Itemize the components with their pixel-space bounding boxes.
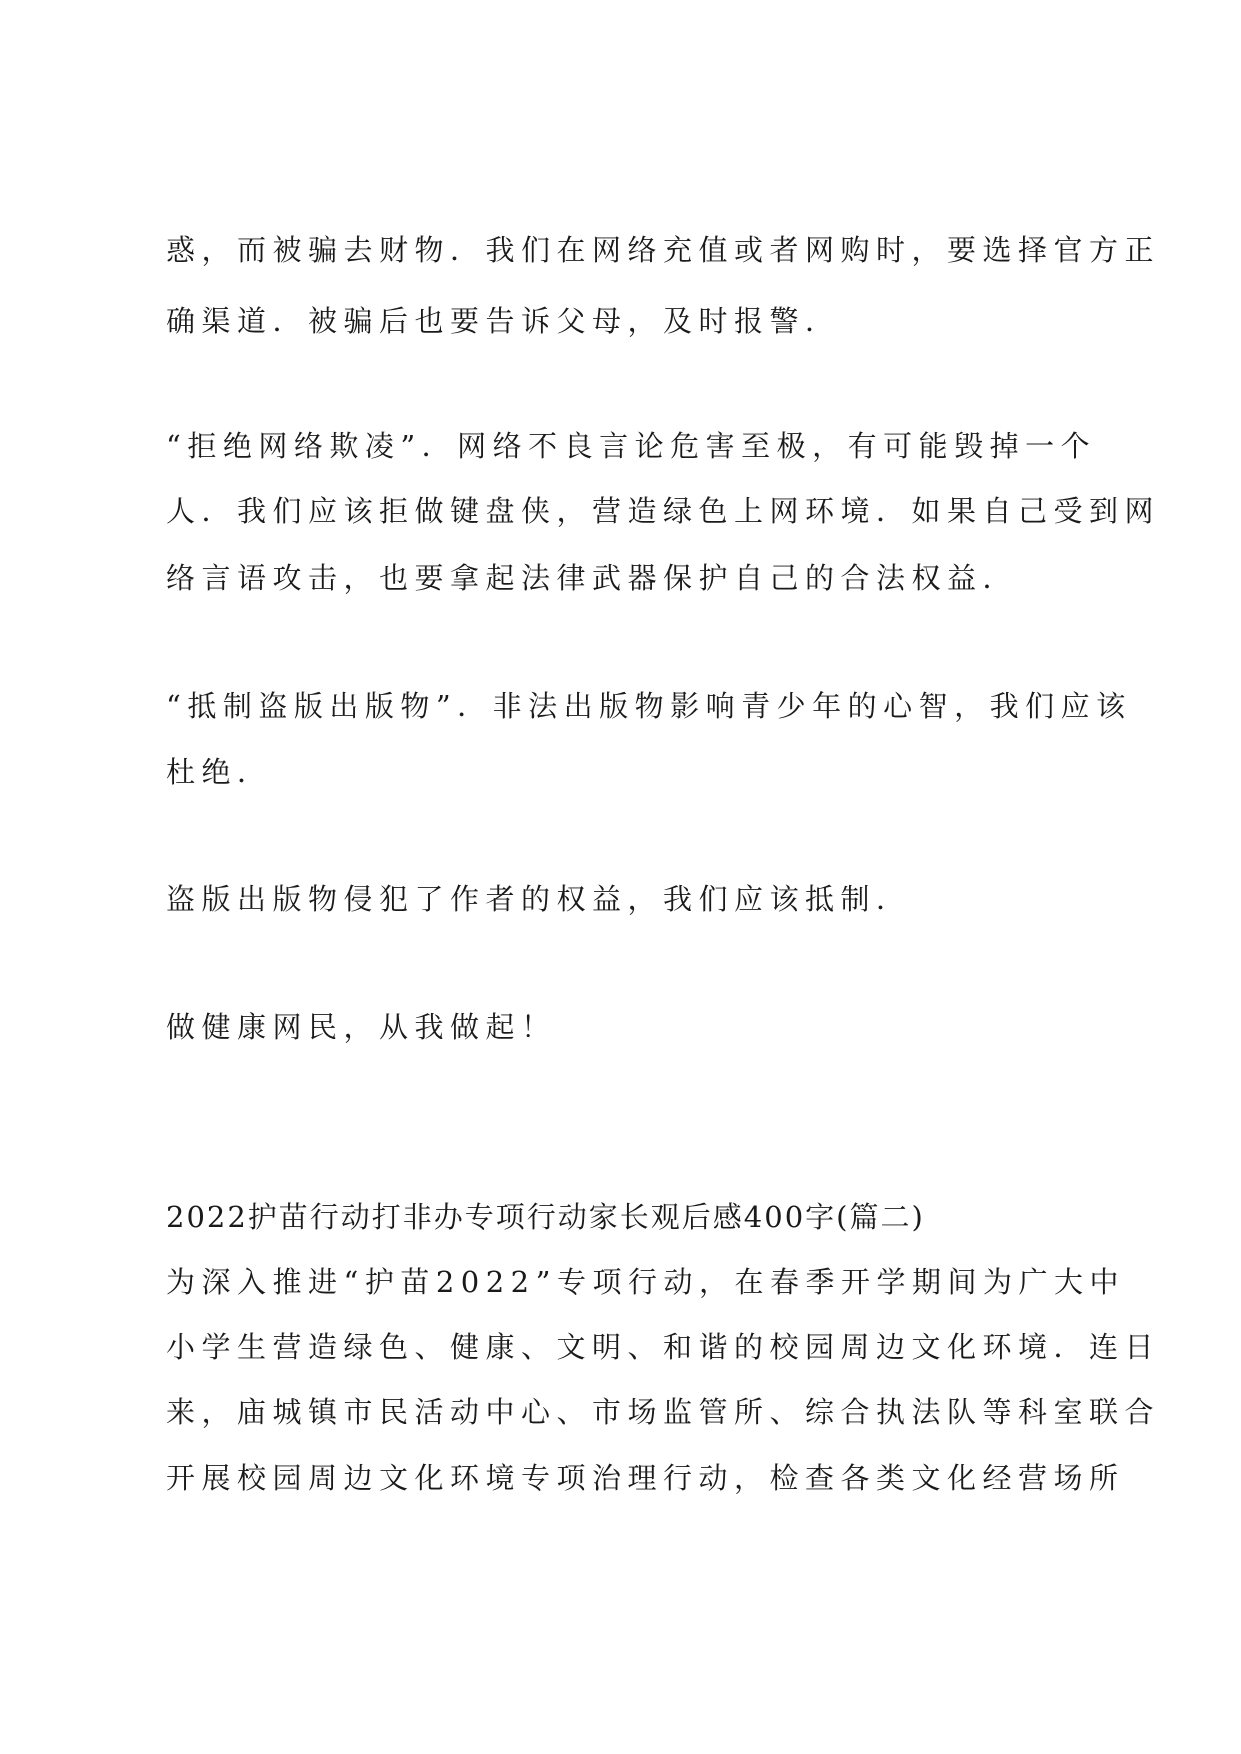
paragraph-1-line-1: 惑，而被骗去财物．我们在网络充值或者网购时，要选择官方正 [166,233,1161,267]
section-line-1: 为深入推进“护苗2022”专项行动，在春季开学期间为广大中 [166,1265,1125,1299]
paragraph-1-line-2: 确渠道．被骗后也要告诉父母，及时报警． [166,304,841,338]
paragraph-2-line-1: “拒绝网络欺凌”．网络不良言论危害至极，有可能毁掉一个 [166,429,1097,463]
paragraph-4-line-1: 盗版出版物侵犯了作者的权益，我们应该抵制． [166,882,912,916]
section-line-2: 小学生营造绿色、健康、文明、和谐的校园周边文化环境．连日 [166,1330,1161,1364]
paragraph-3-line-1: “抵制盗版出版物”．非法出版物影响青少年的心智，我们应该 [166,689,1132,723]
section-line-4: 开展校园周边文化环境专项治理行动，检查各类文化经营场所 [166,1461,1125,1495]
paragraph-3-line-2: 杜绝． [166,755,273,789]
paragraph-2-line-3: 络言语攻击，也要拿起法律武器保护自己的合法权益． [166,561,1019,595]
paragraph-2-line-2: 人．我们应该拒做键盘侠，营造绿色上网环境．如果自己受到网 [166,494,1161,528]
paragraph-5-line-1: 做健康网民，从我做起！ [166,1010,557,1044]
section-line-3: 来，庙城镇市民活动中心、市场监管所、综合执法队等科室联合 [166,1395,1161,1429]
section-heading: 2022护苗行动打非办专项行动家长观后感400字(篇二) [166,1200,925,1234]
